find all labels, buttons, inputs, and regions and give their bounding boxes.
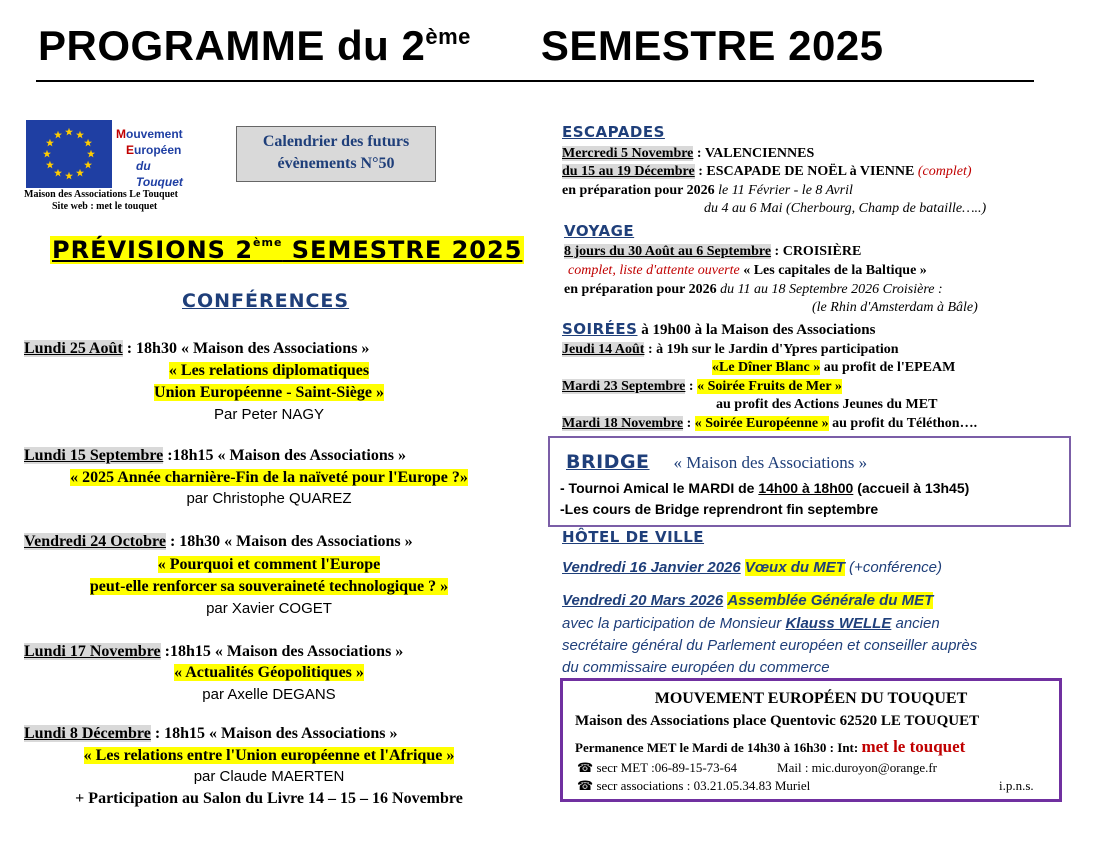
bridge-heading xyxy=(566,452,867,473)
hotel-line-4: secrétaire général du Parlement européen et conseiller auprès xyxy=(562,637,978,654)
org-website: Site web : met le touquet xyxy=(52,201,158,212)
address-line-1: Maison des Associations place Quentovic 62520 LE TOUQUET xyxy=(575,713,980,729)
conf-2-speaker: par Christophe QUAREZ xyxy=(186,490,352,507)
eu-star-icon xyxy=(76,169,84,177)
voyage-prep: en préparation pour 2026 du 11 au 18 Septembre 2026 Croisière : xyxy=(564,282,943,297)
soiree-3: Mardi 18 Novembre : « Soirée Européenne » au profit du Téléthon…. xyxy=(562,416,978,431)
conf-2-topic: « 2025 Année charnière-Fin de la naïveté pour l'Europe ?» xyxy=(70,469,468,486)
conf-1-speaker: Par Peter NAGY xyxy=(213,406,325,423)
conf-3-topic-1: « Pourquoi et comment l'Europe xyxy=(157,556,381,573)
voyage-2: complet, liste d'attente ouverte « Les capitales de la Baltique » xyxy=(568,263,927,278)
soirees-title: SOIRÉES xyxy=(562,320,638,338)
eu-star-icon xyxy=(54,169,62,177)
eu-star-icon xyxy=(76,131,84,139)
conf-1-topic-1: « Les relations diplomatiques xyxy=(168,362,370,379)
phone-icon: ☎ xyxy=(577,778,594,793)
address-line-2: Permanence MET le Mardi de 14h30 à 16h30 : Int: met le touquet xyxy=(575,737,966,756)
bridge-line-1: - Tournoi Amical le MARDI de 14h00 à 18h00 (accueil à 13h45) xyxy=(560,480,970,496)
conf-4-topic: « Actualités Géopolitiques » xyxy=(174,664,364,681)
voyage-title: VOYAGE xyxy=(564,222,635,240)
soiree-1: Jeudi 14 Août : à 19h sur le Jardin d'Ypres participation xyxy=(562,342,899,357)
eu-star-icon xyxy=(65,128,73,136)
previsions-title: PRÉVISIONS 2ème SEMESTRE 2025 xyxy=(52,236,523,264)
conf-4-speaker: par Axelle DEGANS xyxy=(202,686,336,703)
eu-star-icon xyxy=(65,172,73,180)
eu-star-icon xyxy=(43,150,51,158)
hotel-event-1: Vendredi 16 Janvier 2026 Vœux du MET (+conférence) xyxy=(562,559,943,576)
conf-4-date: Lundi 17 Novembre xyxy=(24,643,161,660)
voyage-prep-2: (le Rhin d'Amsterdam à Bâle) xyxy=(812,300,978,315)
hotel-event-2: Vendredi 20 Mars 2026 Assemblée Générale du MET xyxy=(562,592,934,609)
conf-5-speaker: par Claude MAERTEN xyxy=(193,768,345,785)
conferences-title: CONFÉRENCES xyxy=(182,290,350,312)
conf-2-header: Lundi 15 Septembre :18h15 « Maison des Associations » xyxy=(24,447,406,464)
voyage-1: 8 jours du 30 Août au 6 Septembre : CROISIÈRE xyxy=(564,244,862,259)
salon-livre: + Participation au Salon du Livre 14 – 15 – 16 Novembre xyxy=(75,790,463,807)
soiree-2: Mardi 23 Septembre : « Soirée Fruits de Mer » xyxy=(562,379,842,394)
calendar-line-1: Calendrier des futurs xyxy=(262,133,410,150)
conf-5-header: Lundi 8 Décembre : 18h15 « Maison des Associations » xyxy=(24,725,398,742)
bridge-box xyxy=(548,436,1071,527)
title-part-2: SEMESTRE 2025 xyxy=(540,22,884,69)
address-title: MOUVEMENT EUROPÉEN DU TOUQUET xyxy=(654,690,968,707)
address-box xyxy=(560,678,1062,802)
ipns-note: i.p.n.s. xyxy=(999,778,1034,793)
bridge-title: BRIDGE xyxy=(566,451,650,473)
conf-3-topic-2: peut-elle renforcer sa souveraineté technologique ? » xyxy=(89,578,449,595)
eu-flag-icon xyxy=(26,120,112,188)
eu-star-icon xyxy=(84,161,92,169)
logo-text: Mouvement Européen du Touquet xyxy=(116,127,183,189)
eu-star-icon xyxy=(46,139,54,147)
eu-star-icon xyxy=(54,131,62,139)
conf-5-topic: « Les relations entre l'Union européenne et l'Afrique » xyxy=(83,747,455,764)
bridge-line-2: -Les cours de Bridge reprendront fin septembre xyxy=(560,501,879,517)
phone-icon: ☎ xyxy=(577,760,594,775)
conf-5-date: Lundi 8 Décembre xyxy=(24,725,151,742)
conf-4-header: Lundi 17 Novembre :18h15 « Maison des Associations » xyxy=(24,643,404,660)
conf-2-date: Lundi 15 Septembre xyxy=(24,447,164,464)
soiree-2-detail: au profit des Actions Jeunes du MET xyxy=(716,397,938,412)
conf-3-date: Vendredi 24 Octobre xyxy=(24,533,166,550)
website-link[interactable]: met le touquet xyxy=(861,737,966,756)
eu-star-icon xyxy=(46,161,54,169)
soiree-1-detail: «Le Dîner Blanc » au profit de l'EPEAM xyxy=(712,360,956,375)
page-title xyxy=(38,22,884,70)
conf-3-speaker: par Xavier COGET xyxy=(206,600,332,617)
hotel-line-5: du commissaire européen du commerce xyxy=(562,659,830,676)
calendar-line-2: évènements N°50 xyxy=(277,155,395,172)
eu-star-icon xyxy=(84,139,92,147)
conf-1-topic-2: Union Européenne - Saint-Siège » xyxy=(154,384,384,401)
address-line-4: ☎ secr associations : 03.21.05.34.83 Muriel xyxy=(577,778,811,793)
eu-star-icon xyxy=(87,150,95,158)
email-link[interactable]: Mail : mic.duroyon@orange.fr xyxy=(777,760,938,775)
escapade-prep-2: du 4 au 6 Mai (Cherbourg, Champ de bataille…..) xyxy=(704,201,987,216)
escapades-title: ESCAPADES xyxy=(562,123,665,141)
escapade-prep: en préparation pour 2026 le 11 Février - le 8 Avril xyxy=(562,183,853,198)
title-sup: ème xyxy=(425,24,471,49)
title-part-1: PROGRAMME du 2 xyxy=(38,22,426,69)
conf-3-header: Vendredi 24 Octobre : 18h30 « Maison des Associations » xyxy=(24,533,413,550)
calendar-box xyxy=(236,126,436,182)
met-logo xyxy=(26,120,196,188)
hotel-line-3: avec la participation de Monsieur Klauss WELLE ancien xyxy=(562,615,940,632)
bridge-venue: « Maison des Associations » xyxy=(673,453,868,472)
soirees-heading: SOIRÉES à 19h00 à la Maison des Associations xyxy=(562,320,876,338)
address-line-3: ☎ secr MET :06-89-15-73-64 Mail : mic.duroyon@orange.fr xyxy=(577,760,938,775)
hotel-title: HÔTEL DE VILLE xyxy=(562,528,705,546)
conf-1-date: Lundi 25 Août xyxy=(24,340,123,357)
conf-1-header: Lundi 25 Août : 18h30 « Maison des Associations » xyxy=(24,340,370,357)
title-divider xyxy=(36,80,1034,82)
escapade-1: Mercredi 5 Novembre : VALENCIENNES xyxy=(562,146,815,161)
escapade-2: du 15 au 19 Décembre : ESCAPADE DE NOËL à VIENNE (complet) xyxy=(562,164,972,179)
org-name: Maison des Associations Le Touquet xyxy=(24,189,178,200)
